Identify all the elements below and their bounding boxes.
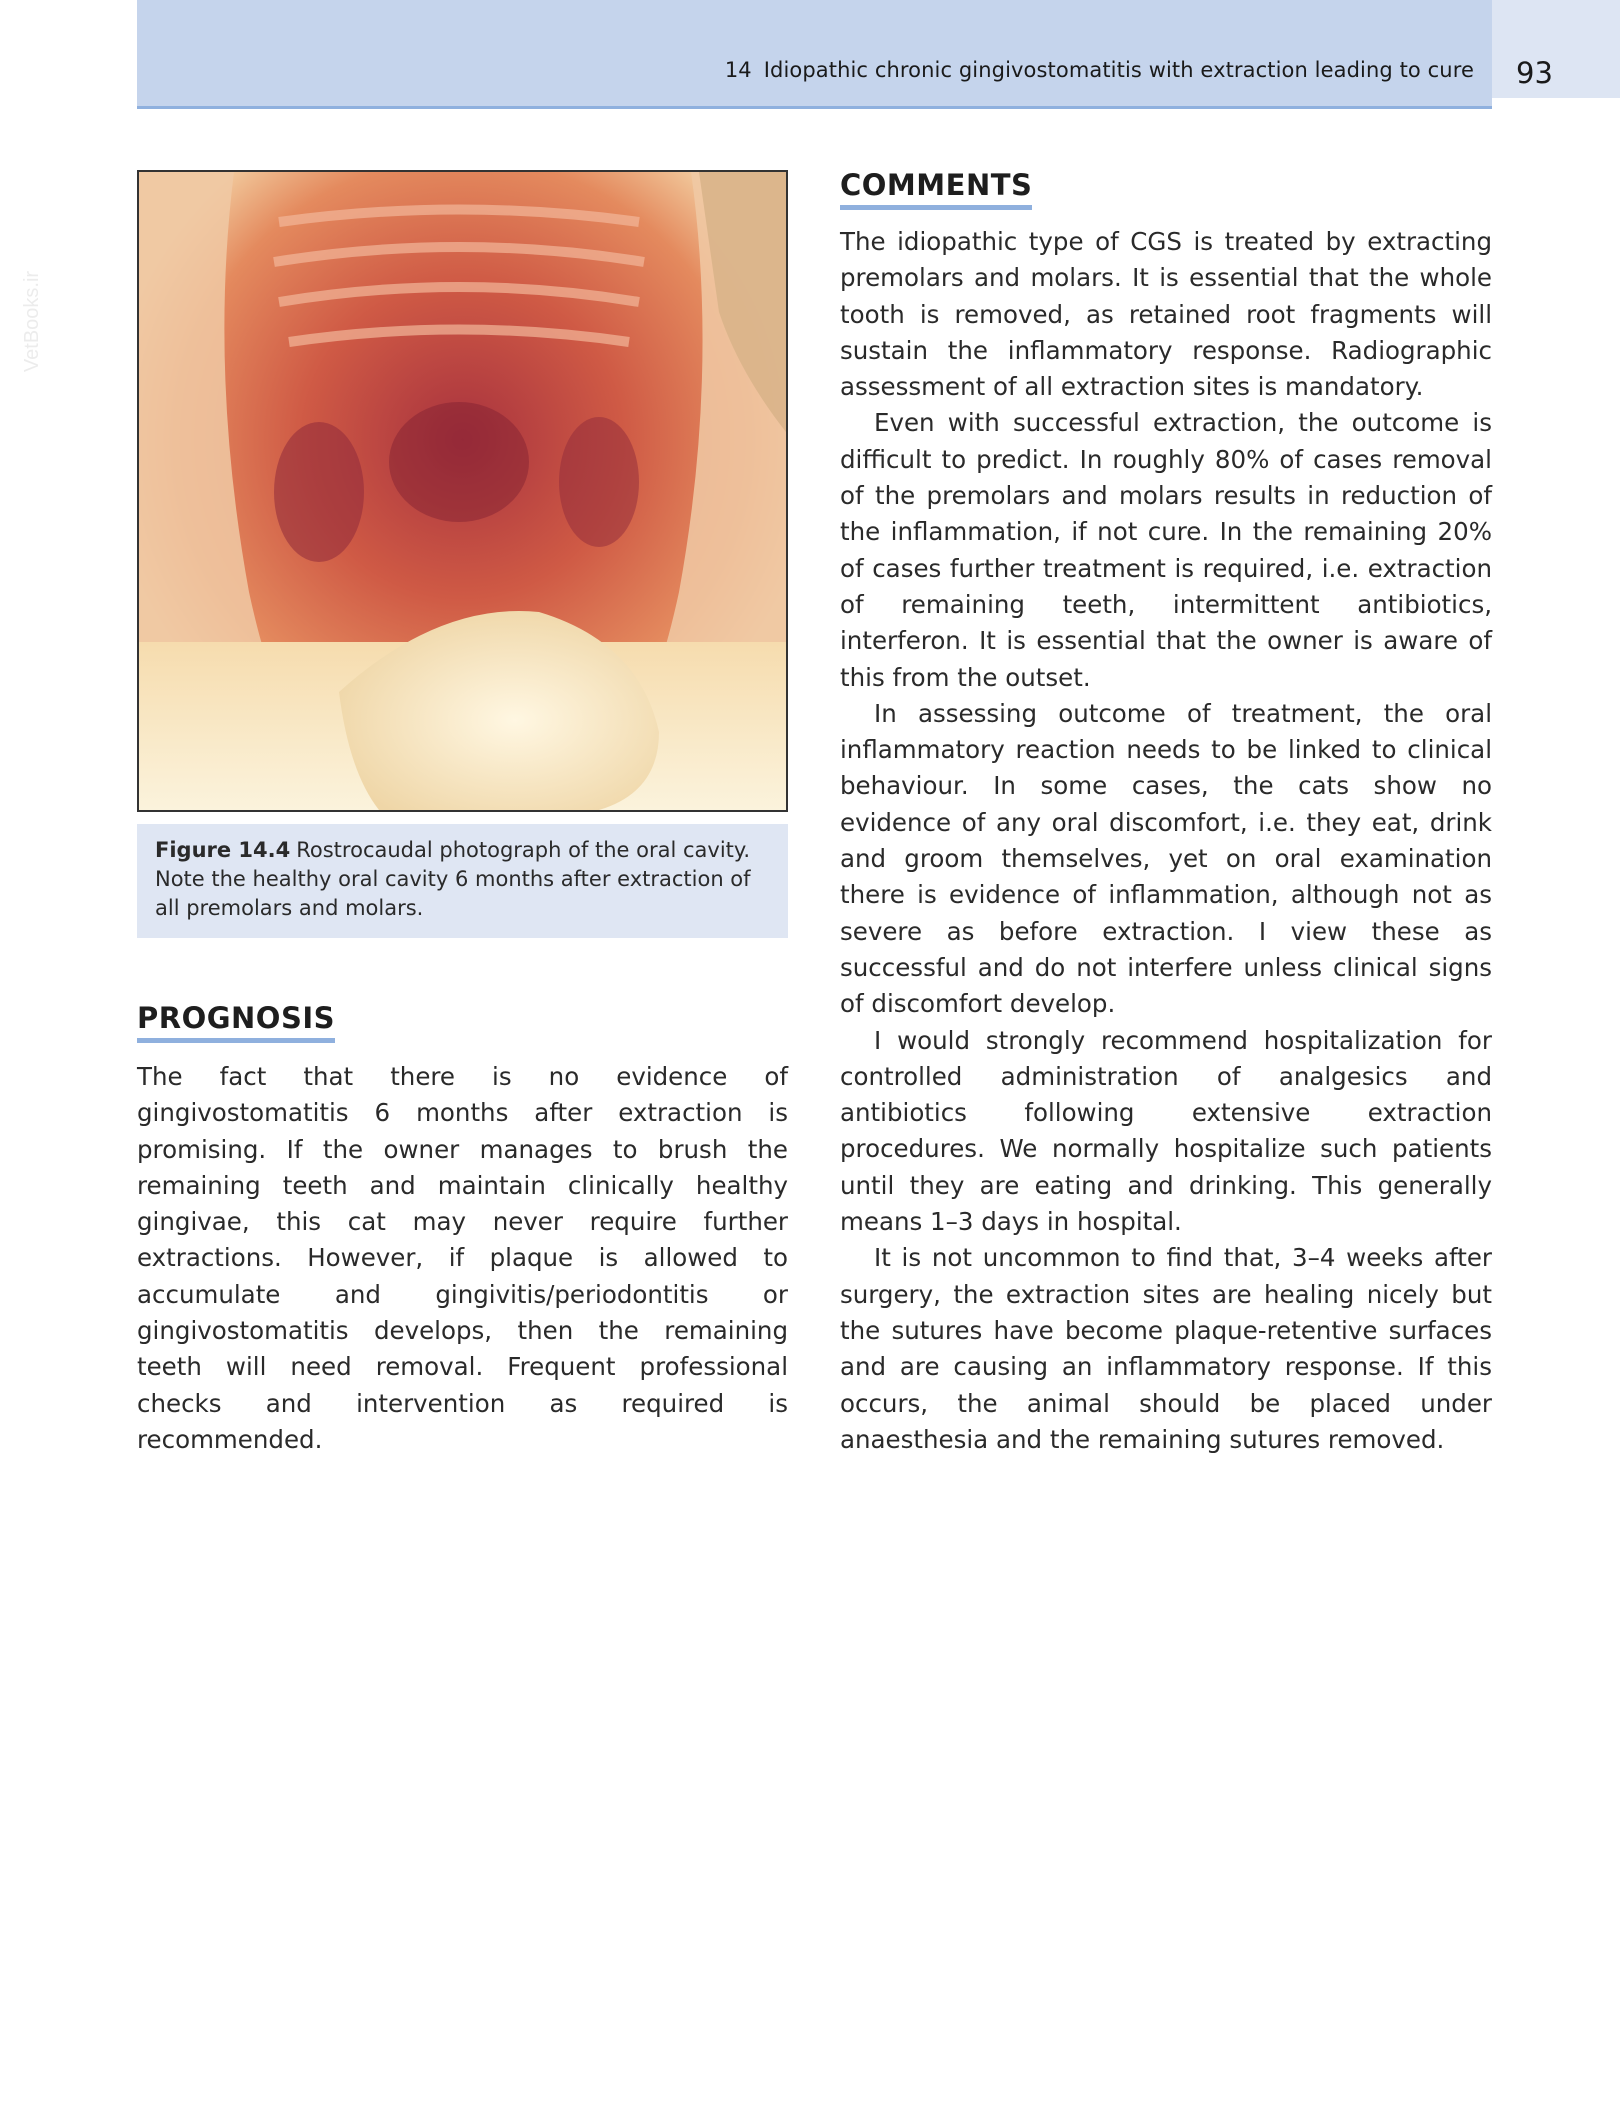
running-header-title [725,58,1474,82]
oral-cavity-photo [139,172,786,810]
figure-caption-text: Rostrocaudal photograph of the oral cavity. Note the healthy oral cavity 6 months after extraction of all premolars and molars. [155,838,751,920]
paragraph: I would strongly recommend hospitalization for controlled administration of analgesics and antibiotics following extensive extraction procedures. We normally hospitalize such patients until they are eating and drinking. This generally means 1–3 days in hospital. [840,1025,1492,1237]
prognosis-heading: PROGNOSIS [137,1001,335,1043]
comments-text [840,224,1492,1458]
paragraph: The idiopathic type of CGS is treated by extracting premolars and molars. It is essential that the whole tooth is removed, as retained root fragments will sustain the inflammatory response. Radiographic assessment of all extraction sites is mandatory. [840,227,1492,402]
figure-photo [137,170,788,812]
paragraph: Even with successful extraction, the outcome is difficult to predict. In roughly 80% of cases removal of the premolars and molars results in reduction of the inflammation, if not cure. In the remaining 20% of cases further treatment is required, i.e. extraction of remaining teeth, intermittent antibiotics, interferon. It is essential that the owner is aware of this from the outset. [840,408,1492,692]
prognosis-text [137,1059,788,1458]
page-number: 93 [1516,56,1553,90]
paragraph: In assessing outcome of treatment, the oral inflammatory reaction needs to be linked to clinical behaviour. In some cases, the cats show no evidence of any oral discomfort, i.e. they eat, drink and groom themselves, yet on oral examination there is evidence of inflammation, although not as severe as before extraction. I view these as successful and do not interfere unless clinical signs of discomfort develop. [840,698,1492,1019]
figure-label: Figure 14.4 [155,838,291,862]
chapter-number: 14 [724,58,752,82]
comments-heading: COMMENTS [840,168,1032,210]
paragraph: It is not uncommon to find that, 3–4 weeks after surgery, the extraction sites are healing nicely but the sutures have become plaque-retentive surfaces and are causing an inflammatory response. If this occurs, the animal should be placed under anaesthesia and the remaining sutures removed. [840,1243,1492,1454]
paragraph: The fact that there is no evidence of gingivostomatitis 6 months after extraction is promising. If the owner manages to brush the remaining teeth and maintain clinically healthy gingivae, this cat may never require further extractions. However, if plaque is allowed to accumulate and gingivitis/periodontitis or gingivostomatitis develops, then the remaining teeth will need removal. Frequent professional checks and intervention as required is recommended. [137,1062,788,1454]
page-number-box [1492,0,1620,98]
figure-caption [137,824,788,938]
watermark: VetBooks.ir [21,270,44,373]
chapter-title: Idiopathic chronic gingivostomatitis with extraction leading to cure [763,58,1474,82]
running-header [137,0,1492,109]
